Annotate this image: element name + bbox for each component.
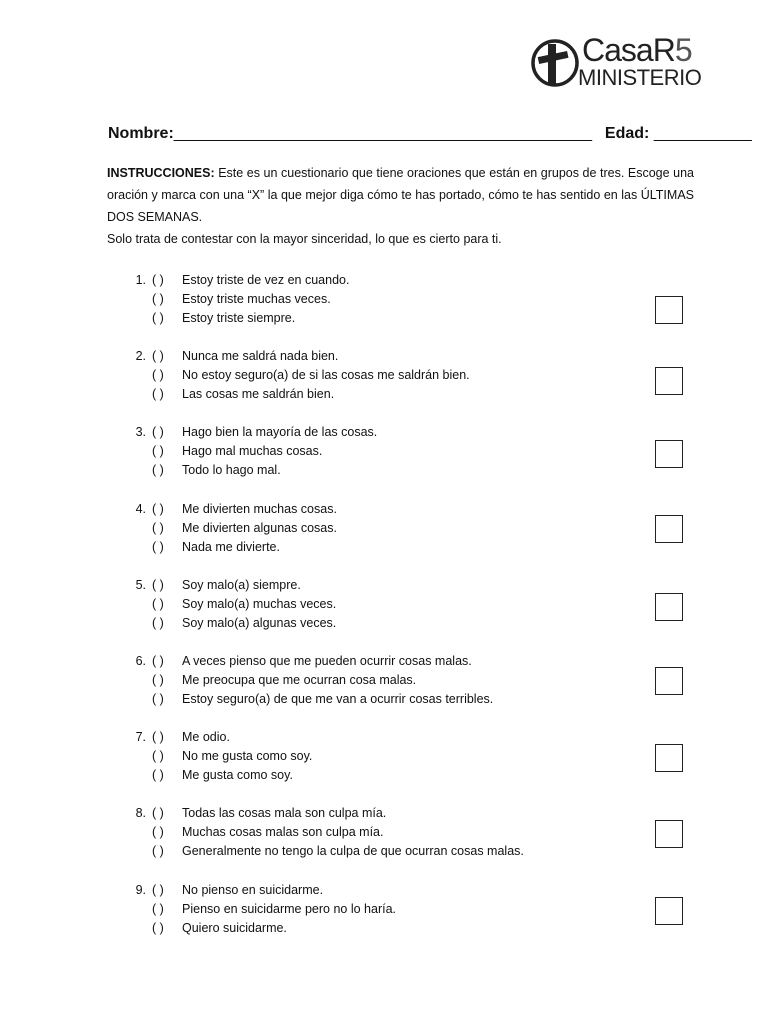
option-text: Me gusta como soy. xyxy=(182,768,293,783)
score-box[interactable] xyxy=(655,593,683,621)
option-text: Estoy seguro(a) de que me van a ocurrir cosas terribles. xyxy=(182,692,494,706)
option-checkbox[interactable]: ( ) xyxy=(152,596,164,611)
option-text: Estoy triste de vez en cuando. xyxy=(182,273,350,287)
option-checkbox[interactable]: ( ) xyxy=(152,539,164,554)
option-text: Todo lo hago mal. xyxy=(182,463,281,478)
question-option[interactable] xyxy=(128,500,648,519)
score-box[interactable] xyxy=(655,820,683,848)
question-option[interactable] xyxy=(128,652,648,671)
cross-circle-icon xyxy=(530,36,582,88)
age-blank[interactable]: ___________ xyxy=(653,125,752,142)
question-number: 2. xyxy=(135,349,146,364)
score-box[interactable] xyxy=(655,367,683,395)
ministry-logo xyxy=(530,34,705,94)
option-text: Nada me divierte. xyxy=(182,539,280,554)
option-text: Hago bien la mayoría de las cosas. xyxy=(182,425,378,440)
question-5 xyxy=(128,576,648,633)
option-text: Estoy triste siempre. xyxy=(182,311,296,325)
option-checkbox[interactable]: ( ) xyxy=(152,615,164,630)
question-4 xyxy=(128,500,648,557)
question-option[interactable] xyxy=(128,804,648,823)
option-checkbox[interactable]: ( ) xyxy=(152,730,164,745)
option-text: Soy malo(a) siempre. xyxy=(182,577,301,592)
option-checkbox[interactable]: ( ) xyxy=(152,901,164,916)
option-text: Soy malo(a) algunas veces. xyxy=(182,615,337,630)
question-option[interactable] xyxy=(128,442,648,461)
question-option[interactable] xyxy=(128,671,648,690)
option-checkbox[interactable]: ( ) xyxy=(152,768,164,783)
score-box[interactable] xyxy=(655,440,683,468)
question-number: 7. xyxy=(135,730,146,745)
question-option[interactable] xyxy=(128,290,648,309)
question-number: 1. xyxy=(135,273,146,287)
question-option[interactable] xyxy=(128,519,648,538)
option-text: Todas las cosas mala son culpa mía. xyxy=(182,806,387,821)
option-text: Nunca me saldrá nada bien. xyxy=(182,349,339,364)
question-3 xyxy=(128,423,648,480)
question-option[interactable] xyxy=(128,919,648,938)
age-label: Edad: xyxy=(604,125,650,142)
instructions-paragraph xyxy=(107,162,694,228)
instructions-block xyxy=(107,162,694,250)
question-2 xyxy=(128,347,648,404)
option-text: Quiero suicidarme. xyxy=(182,920,287,935)
question-number: 6. xyxy=(135,654,146,668)
question-8 xyxy=(128,804,648,861)
option-checkbox[interactable]: ( ) xyxy=(152,444,164,459)
option-checkbox[interactable]: ( ) xyxy=(152,673,164,687)
option-checkbox[interactable]: ( ) xyxy=(152,311,164,325)
option-checkbox[interactable]: ( ) xyxy=(152,806,164,821)
question-option[interactable] xyxy=(128,538,648,557)
option-text: Me divierten muchas cosas. xyxy=(182,501,337,516)
option-checkbox[interactable]: ( ) xyxy=(152,844,164,859)
question-option[interactable] xyxy=(128,881,648,900)
question-option[interactable] xyxy=(128,576,648,595)
score-box[interactable] xyxy=(655,744,683,772)
option-text: Muchas cosas malas son culpa mía. xyxy=(182,825,384,840)
question-option[interactable] xyxy=(128,309,648,328)
option-checkbox[interactable]: ( ) xyxy=(152,425,164,440)
question-option[interactable] xyxy=(128,690,648,709)
instructions-text: Este es un cuestionario que tiene oraciones que están en grupos de tres. Escoge una oración y marca con una “X” la que mejor diga cómo te has portado, cómo te has sentido en las ÚLTIMAS DOS SEMANAS. xyxy=(107,166,694,224)
question-option[interactable] xyxy=(128,595,648,614)
option-checkbox[interactable]: ( ) xyxy=(152,920,164,935)
option-text: Me preocupa que me ocurran cosa malas. xyxy=(182,673,417,687)
score-box[interactable] xyxy=(655,296,683,324)
option-checkbox[interactable]: ( ) xyxy=(152,520,164,535)
question-number: 8. xyxy=(135,806,146,821)
option-text: Las cosas me saldrán bien. xyxy=(182,387,335,402)
option-text: Hago mal muchas cosas. xyxy=(182,444,323,459)
option-text: Generalmente no tengo la culpa de que ocurran cosas malas. xyxy=(182,844,524,859)
option-text: Me divierten algunas cosas. xyxy=(182,520,337,535)
name-blank[interactable]: _______________________________________________ xyxy=(173,125,593,142)
question-option[interactable] xyxy=(128,347,648,366)
option-checkbox[interactable]: ( ) xyxy=(152,292,164,306)
option-checkbox[interactable]: ( ) xyxy=(152,692,164,706)
name-age-line xyxy=(108,125,752,143)
option-checkbox[interactable]: ( ) xyxy=(152,501,164,516)
question-7 xyxy=(128,728,648,785)
question-option[interactable] xyxy=(128,423,648,442)
question-number: 9. xyxy=(135,882,146,897)
option-checkbox[interactable]: ( ) xyxy=(152,749,164,764)
question-option[interactable] xyxy=(128,385,648,404)
question-option[interactable] xyxy=(128,614,648,633)
question-option[interactable] xyxy=(128,823,648,842)
question-option[interactable] xyxy=(128,728,648,747)
question-option[interactable] xyxy=(128,747,648,766)
question-option[interactable] xyxy=(128,842,648,861)
logo-subtitle: MINISTERIO xyxy=(578,65,702,90)
question-number: 4. xyxy=(135,501,146,516)
option-checkbox[interactable]: ( ) xyxy=(152,654,164,668)
option-text: Pienso en suicidarme pero no lo haría. xyxy=(182,901,397,916)
instructions-label: INSTRUCCIONES: xyxy=(107,166,215,180)
question-option[interactable] xyxy=(128,366,648,385)
question-9 xyxy=(128,881,648,938)
option-checkbox[interactable]: ( ) xyxy=(152,387,164,402)
option-text: No estoy seguro(a) de si las cosas me saldrán bien. xyxy=(182,368,470,383)
question-number: 5. xyxy=(135,577,146,592)
score-box[interactable] xyxy=(655,897,683,925)
option-checkbox[interactable]: ( ) xyxy=(152,349,164,364)
instructions-paragraph-2: Solo trata de contestar con la mayor sinceridad, lo que es cierto para ti. xyxy=(107,232,502,246)
question-option[interactable] xyxy=(128,766,648,785)
logo-wordmark: CasaR5 xyxy=(582,32,692,68)
option-text: A veces pienso que me pueden ocurrir cosas malas. xyxy=(182,654,472,668)
question-6 xyxy=(128,652,648,709)
question-number: 3. xyxy=(135,425,146,440)
option-checkbox[interactable]: ( ) xyxy=(152,368,164,383)
name-label: Nombre: xyxy=(108,125,174,142)
question-option[interactable] xyxy=(128,271,648,290)
score-box[interactable] xyxy=(655,667,683,695)
question-option[interactable] xyxy=(128,900,648,919)
option-checkbox[interactable]: ( ) xyxy=(152,463,164,478)
option-checkbox[interactable]: ( ) xyxy=(152,577,164,592)
score-box[interactable] xyxy=(655,515,683,543)
option-checkbox[interactable]: ( ) xyxy=(152,273,164,287)
option-text: Soy malo(a) muchas veces. xyxy=(182,596,337,611)
option-text: No pienso en suicidarme. xyxy=(182,882,324,897)
option-text: No me gusta como soy. xyxy=(182,749,313,764)
option-checkbox[interactable]: ( ) xyxy=(152,882,164,897)
option-text: Me odio. xyxy=(182,730,230,745)
question-1 xyxy=(128,271,648,328)
option-text: Estoy triste muchas veces. xyxy=(182,292,331,306)
option-checkbox[interactable]: ( ) xyxy=(152,825,164,840)
question-option[interactable] xyxy=(128,461,648,480)
